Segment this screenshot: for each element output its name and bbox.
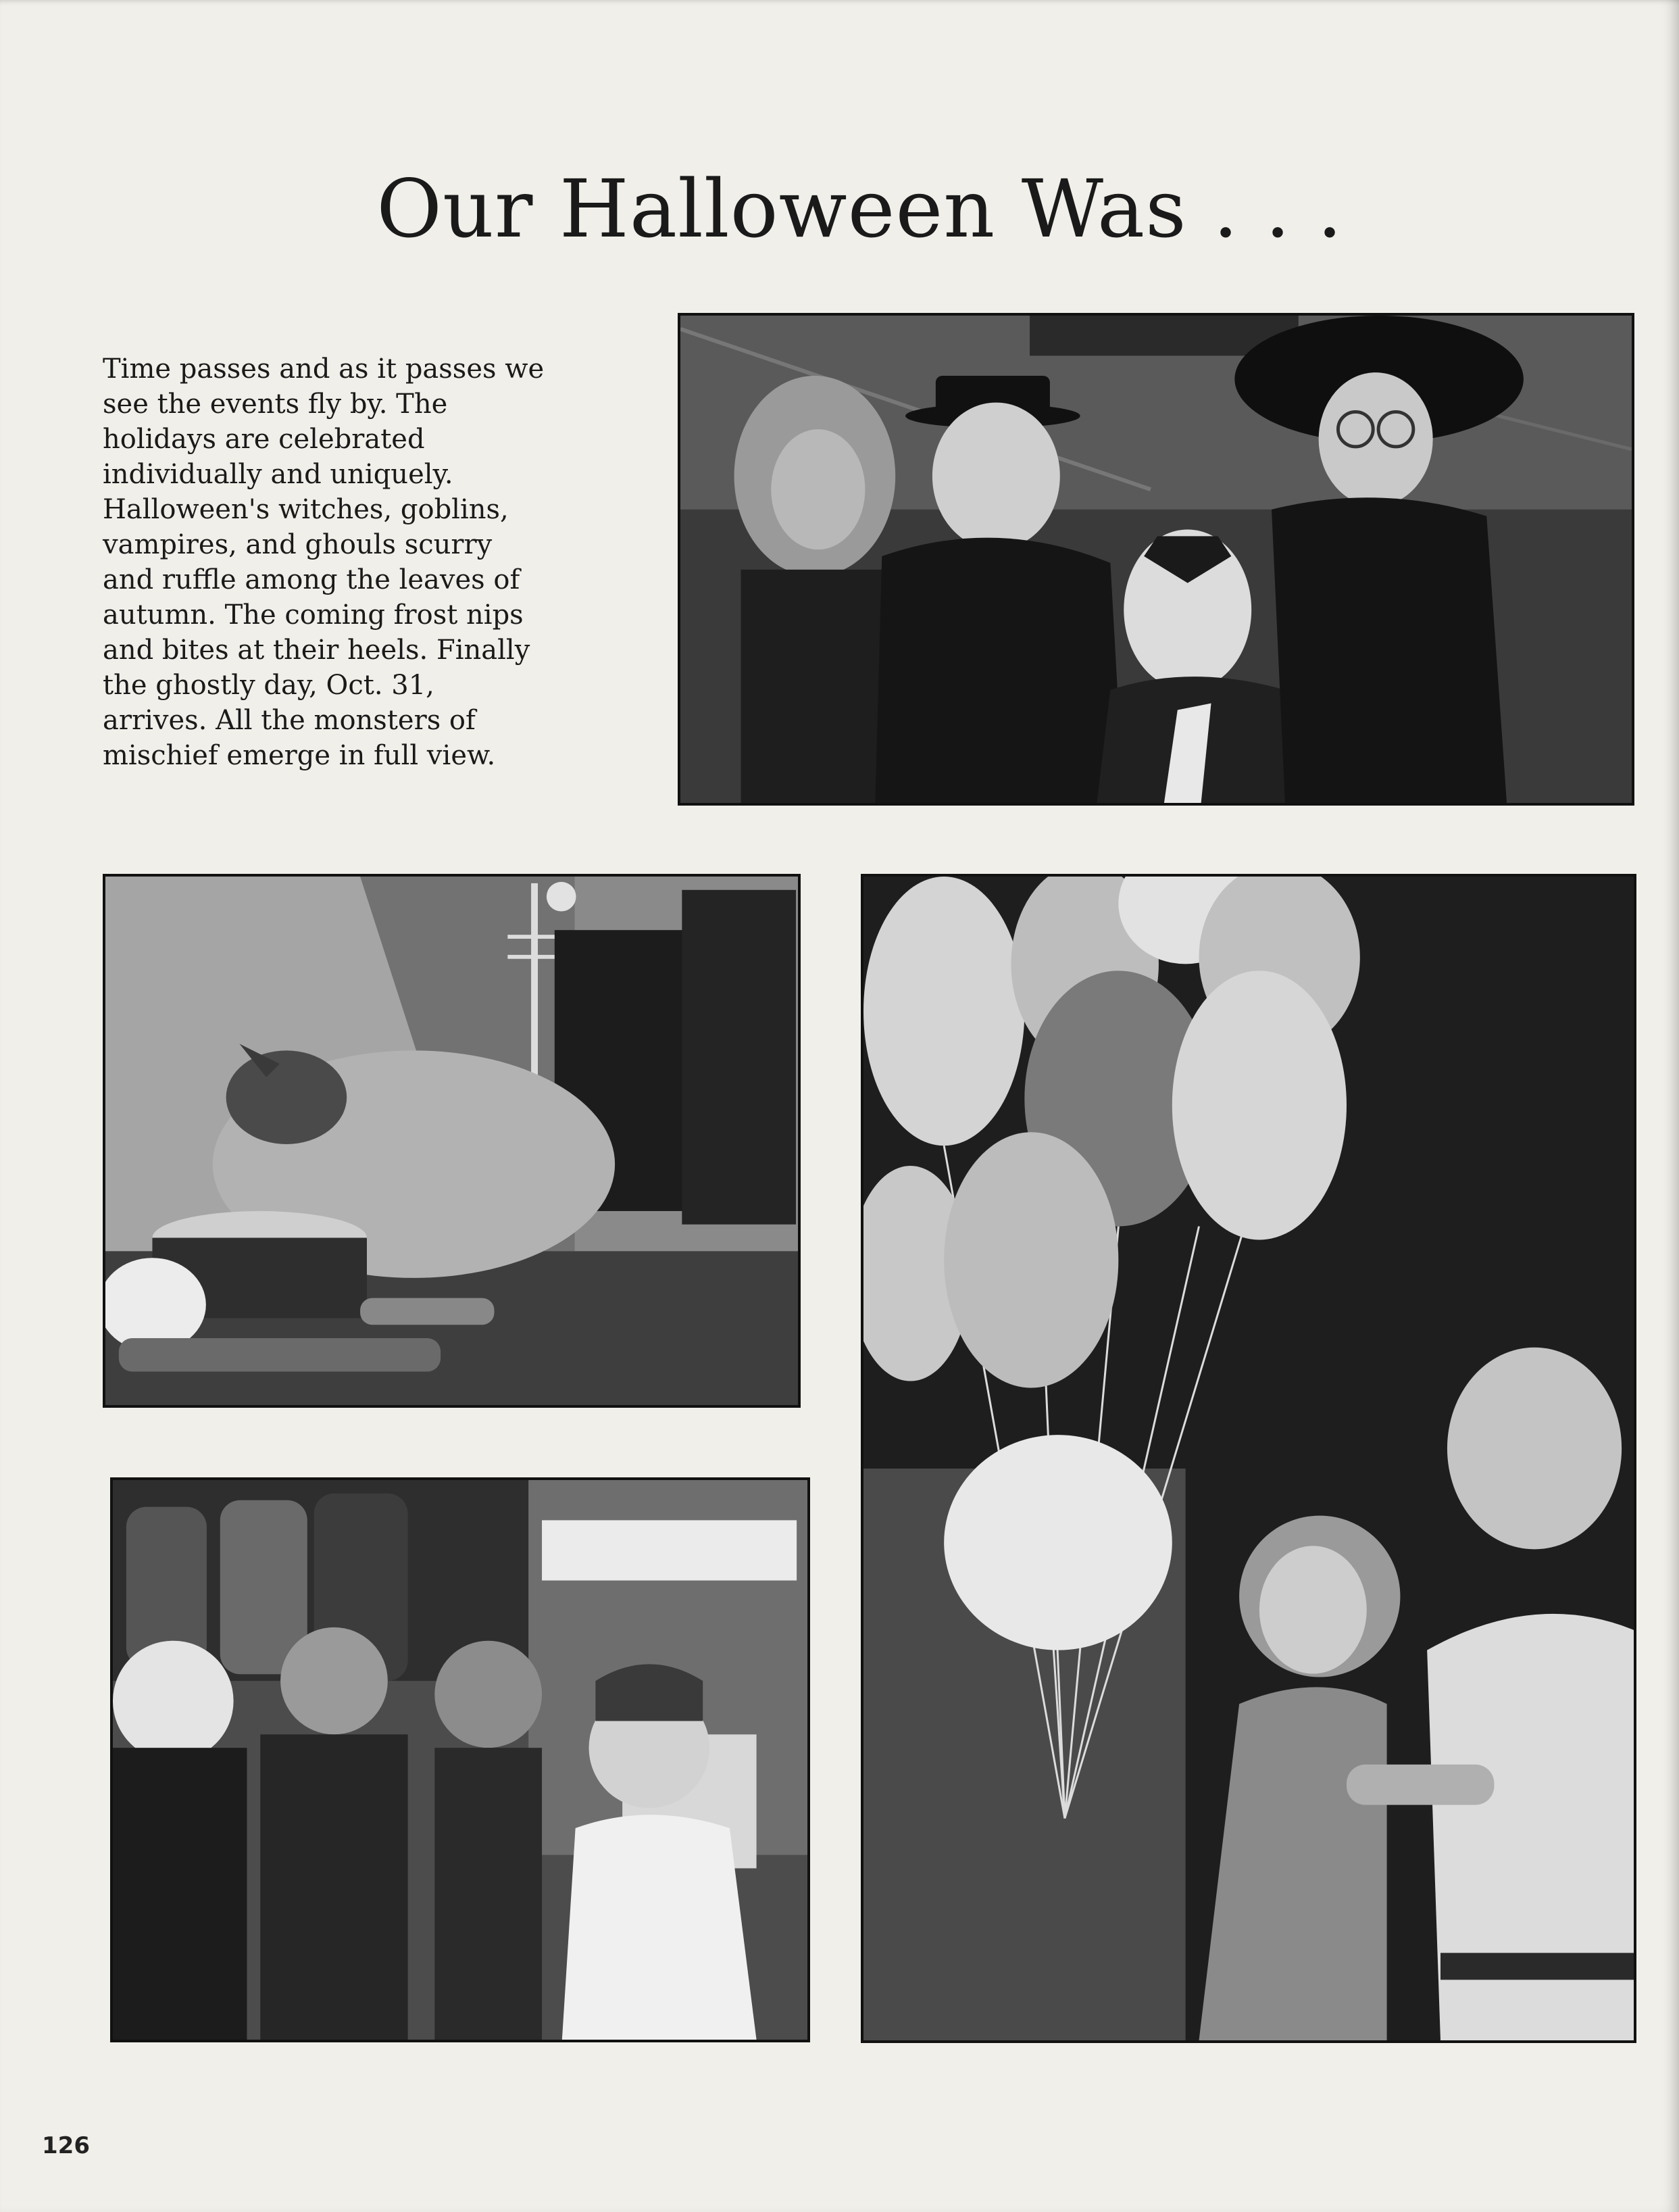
intro-line: Time passes and as it passes we: [103, 353, 545, 385]
intro-line: and bites at their heels. Finally: [103, 635, 530, 666]
intro-paragraph: [103, 351, 616, 773]
intro-line: arrives. All the monsters of: [103, 705, 476, 736]
balloons-clown-photo: [861, 874, 1636, 2043]
werewolf-cauldron-photo: [103, 874, 801, 1408]
intro-line: individually and uniquely.: [103, 459, 453, 490]
costumed-group-photo: [678, 313, 1634, 806]
children-pumpkin-masks-photo: [110, 1477, 810, 2042]
intro-line: Halloween's witches, goblins,: [103, 494, 509, 525]
intro-line: see the events fly by. The: [103, 389, 448, 420]
page-title: Our Halloween Was . . .: [376, 162, 1343, 255]
intro-line: the ghostly day, Oct. 31,: [103, 670, 434, 701]
intro-line: autumn. The coming frost nips: [103, 599, 524, 631]
page-number: 126: [42, 2132, 90, 2159]
intro-line: and ruffle among the leaves of: [103, 564, 520, 595]
intro-line: mischief emerge in full view.: [103, 740, 496, 771]
intro-line: holidays are celebrated: [103, 424, 425, 455]
intro-line: vampires, and ghouls scurry: [103, 529, 493, 560]
